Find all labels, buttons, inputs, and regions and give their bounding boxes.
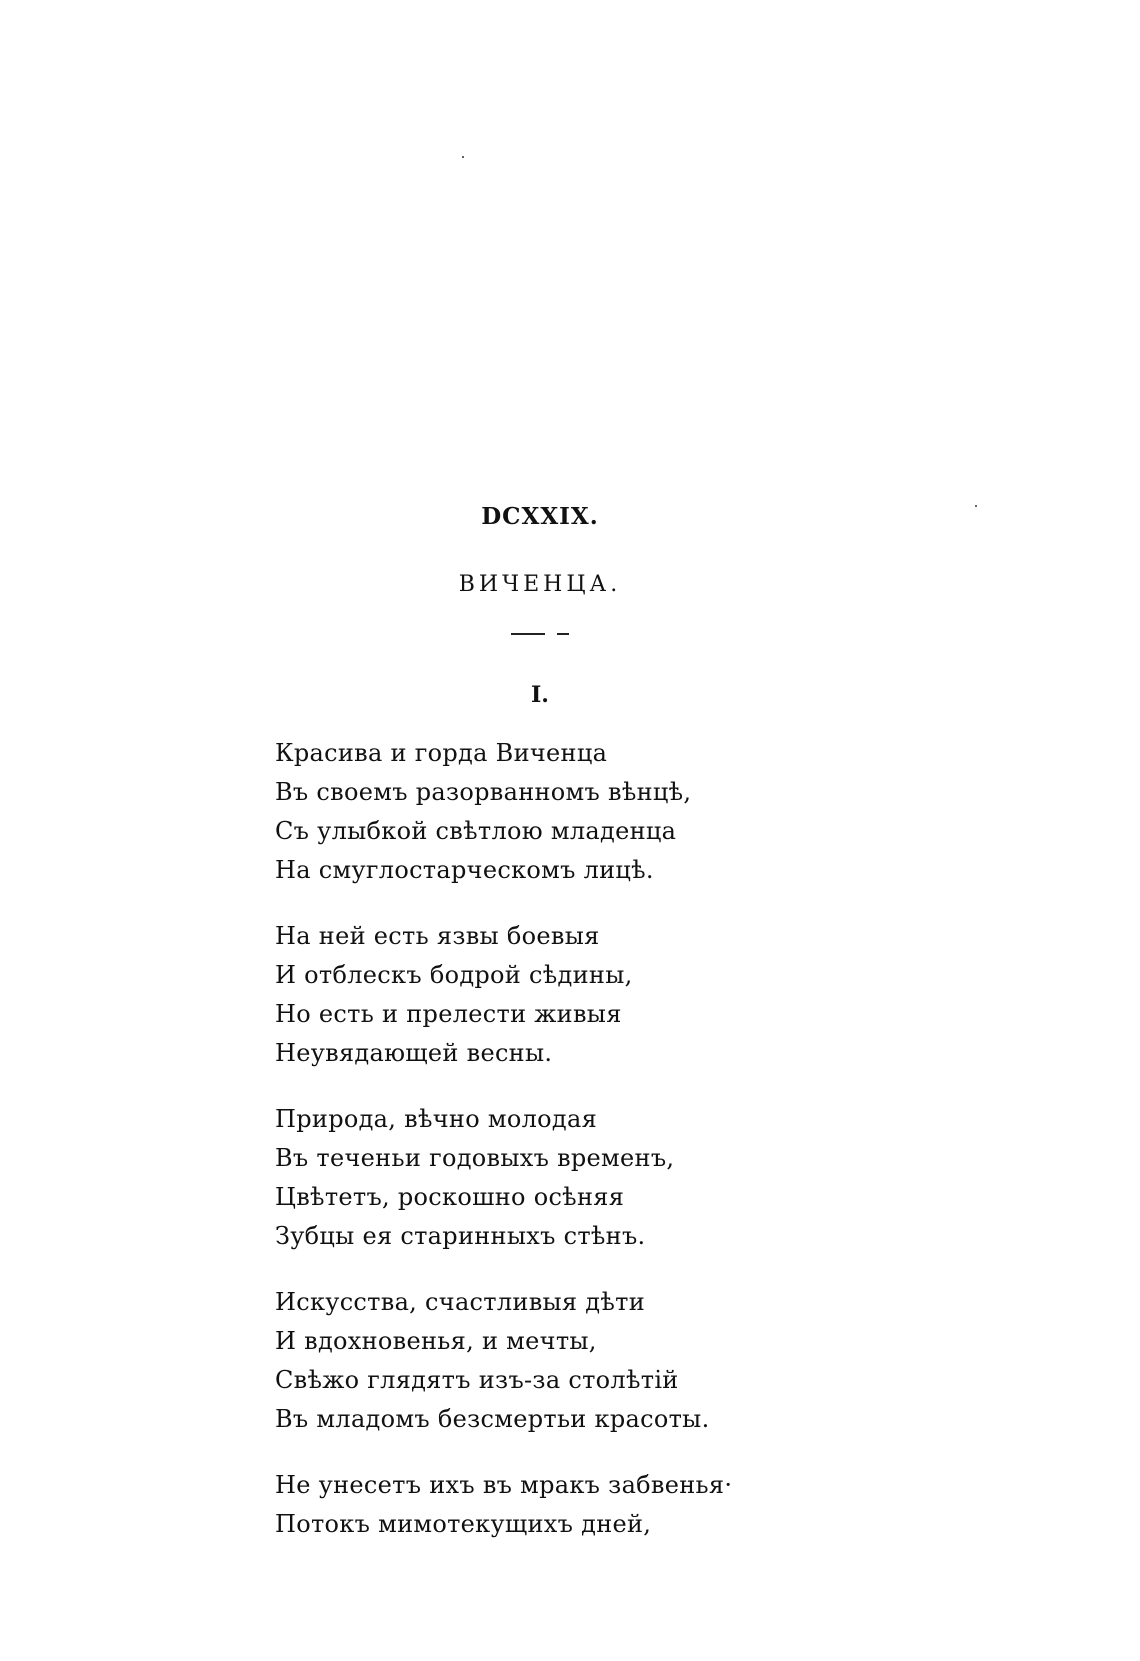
verse-line: Не унесетъ ихъ въ мракъ забвенья· [275, 1471, 733, 1499]
verse-line: Въ теченьи годовыхъ временъ, [275, 1144, 675, 1172]
stanza-2 [275, 917, 795, 1073]
verse-line: На смуглостарческомъ лицѣ. [275, 856, 654, 884]
stanza-1 [275, 734, 795, 890]
verse-line: Красива и горда Виченца [275, 739, 608, 767]
poem-number: DCXXIX. [481, 503, 599, 530]
print-speck [462, 156, 464, 158]
verse-line: Зубцы ея старинныхъ стѣнъ. [275, 1222, 646, 1250]
verse-line: Неувядающей весны. [275, 1039, 553, 1067]
stanza-4 [275, 1283, 795, 1439]
verse-line: Но есть и прелести живыя [275, 1000, 622, 1028]
verse-line: Съ улыбкой свѣтлою младенца [275, 817, 677, 845]
poem-body [275, 734, 795, 1571]
verse-line: Цвѣтетъ, роскошно осѣняя [275, 1183, 625, 1211]
verse-line: Въ младомъ безсмертьи красоты. [275, 1405, 710, 1433]
verse-line: Въ своемъ разорванномъ вѣнцѣ, [275, 778, 692, 806]
verse-line: Искусства, счастливыя дѣти [275, 1288, 646, 1316]
verse-line: И вдохновенья, и мечты, [275, 1327, 597, 1355]
verse-line: Свѣжо глядятъ изъ-за столѣтій [275, 1366, 679, 1394]
stanza-5 [275, 1466, 795, 1544]
verse-line: Природа, вѣчно молодая [275, 1105, 598, 1133]
part-number: I. [531, 682, 549, 708]
title-separator [511, 632, 575, 636]
verse-line: И отблескъ бодрой сѣдины, [275, 961, 633, 989]
stanza-3 [275, 1100, 795, 1256]
verse-line: На ней есть язвы боевыя [275, 922, 600, 950]
verse-line: Потокъ мимотекущихъ дней, [275, 1510, 652, 1538]
poem-title: ВИЧЕНЦА. [458, 572, 622, 597]
